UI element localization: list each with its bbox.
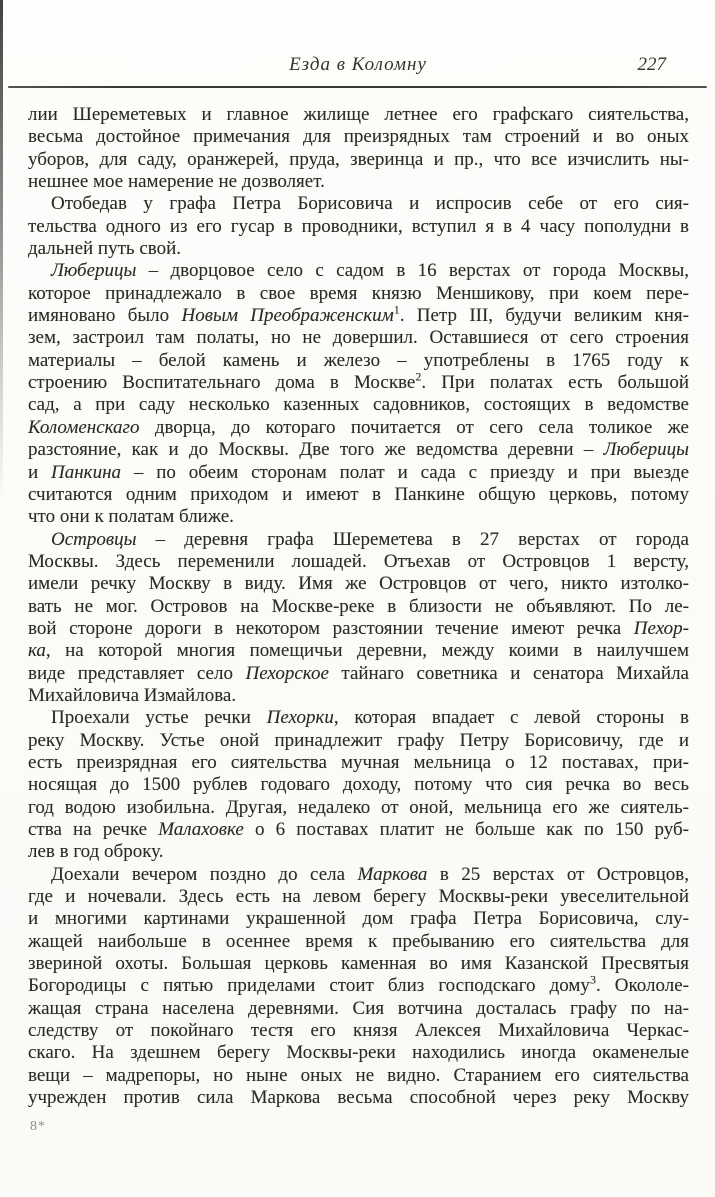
text-run: ства на речке bbox=[28, 819, 159, 840]
text-line bbox=[28, 573, 689, 595]
text-run: дальней путь свой. bbox=[28, 238, 182, 260]
italic-text-run: Пехорки bbox=[266, 707, 334, 729]
italic-text-run: Панкина bbox=[51, 461, 121, 483]
signature-mark: 8* bbox=[30, 1119, 46, 1134]
text-line bbox=[28, 618, 689, 640]
text-run: . При полатах есть большой bbox=[421, 372, 689, 394]
footnote-reference: 2 bbox=[415, 372, 422, 384]
text-run: виде представляет село bbox=[28, 662, 246, 684]
text-line bbox=[28, 640, 689, 662]
text-run: жащая страна населена деревнями. Сия вотчина досталась графу по на- bbox=[28, 997, 689, 1019]
text-line bbox=[28, 730, 689, 752]
running-header bbox=[28, 54, 688, 80]
text-run: скаго. На здешнем берегу Москвы-реки находились иногда окаменелые bbox=[28, 1042, 689, 1064]
text-run: сад, а при саду несколько казенных садовников, состоящих в ведомстве bbox=[28, 394, 689, 416]
text-line bbox=[28, 462, 689, 484]
text-run: строению Воспитательнаго дома в Москве bbox=[28, 372, 416, 394]
text-run: есть преизрядная его сиятельства мучная мельница о 12 поставах, при- bbox=[28, 751, 689, 773]
text-line bbox=[28, 529, 689, 551]
text-line bbox=[28, 439, 689, 461]
paragraph bbox=[28, 104, 689, 193]
italic-text-run: Люберицы bbox=[51, 260, 137, 282]
paragraph bbox=[28, 864, 689, 1110]
text-run: уборов, для саду, оранжерей, пруда, зверинца и пр., что все изчислить ны- bbox=[28, 148, 689, 170]
text-run: – по обеим сторонам полат и сада с приезду и при выезде bbox=[121, 461, 689, 483]
text-run: носящая до 1500 рублев годоваго доходу, потому что сия речка во весь bbox=[28, 774, 689, 796]
text-run: реку Москву. Устье оной принадлежит графу Петру Борисовичу, где и bbox=[28, 729, 689, 751]
text-line bbox=[28, 551, 689, 573]
text-line bbox=[28, 484, 689, 506]
text-line bbox=[28, 685, 689, 707]
text-run: Михайловича Измайлова. bbox=[28, 684, 237, 706]
text-run: , на которой многия помещичьи деревни, между коими в наилучшем bbox=[45, 640, 689, 662]
text-line bbox=[28, 1042, 689, 1064]
text-run: имели речку Москву в виду. Имя же Островцов от чего, никто изтолко- bbox=[28, 573, 689, 595]
text-line bbox=[28, 171, 689, 193]
text-run: учрежден против сила Маркова весьма способной через реку Москву bbox=[28, 1087, 689, 1109]
text-line bbox=[28, 953, 689, 975]
text-run: вой стороне дороги в некотором разстоянии течение имеют речка bbox=[28, 617, 634, 639]
text-line bbox=[28, 774, 689, 796]
text-run: Проехали устье речки bbox=[51, 707, 267, 729]
italic-text-run: Коломенскаго bbox=[28, 416, 140, 438]
text-run: и многими картинами украшенной дом графа Петра Борисовича, слу- bbox=[28, 908, 689, 930]
text-run: Отобедав у графа Петра Борисовича и испросив себе от его сия- bbox=[51, 193, 689, 215]
text-run: что они к полатам ближе. bbox=[28, 506, 234, 528]
text-run: звериной охоты. Большая церковь каменная во имя Казанской Пресвятыя bbox=[28, 953, 689, 975]
text-line bbox=[28, 864, 689, 886]
text-line bbox=[28, 372, 689, 394]
text-line bbox=[28, 931, 689, 953]
text-run: жащей наибольше в осеннее время к пребыванию его сиятельства для bbox=[28, 930, 689, 952]
text-run: тайнаго советника и сенатора Михайла bbox=[328, 662, 689, 684]
text-run: . Петр III, будучи великим кня- bbox=[399, 305, 689, 327]
text-line bbox=[28, 797, 689, 819]
text-run: дворца, до котораго почитается от сего села толикое же bbox=[139, 416, 689, 438]
scan-gutter-shadow bbox=[0, 0, 3, 500]
text-run: где и ночевали. Здесь есть на левом берегу Москвы-реки увеселительной bbox=[28, 886, 689, 908]
paragraph bbox=[28, 260, 689, 528]
text-run: – дворцовое село с садом в 16 верстах от города Москвы, bbox=[136, 260, 689, 282]
footnote-reference: 1 bbox=[393, 305, 400, 317]
italic-text-run: Новым Преображенским bbox=[181, 305, 394, 327]
text-run: Москвы. Здесь переменили лошадей. Отъехав от Островцов 1 версту, bbox=[28, 550, 689, 572]
text-line bbox=[28, 350, 689, 372]
text-run: которое принадлежало в свое время князю Меншикову, при коем пере- bbox=[28, 282, 689, 304]
text-line bbox=[28, 283, 689, 305]
text-line bbox=[28, 752, 689, 774]
text-run: лев в год оброку. bbox=[28, 841, 164, 863]
text-run: следству от покойнаго тестя его князя Алексея Михайловича Черкас- bbox=[28, 1020, 689, 1042]
text-line bbox=[28, 1087, 689, 1109]
italic-text-run: Малаховке bbox=[158, 819, 244, 840]
paragraph bbox=[28, 529, 689, 708]
text-line bbox=[28, 149, 689, 171]
text-run: Богородицы с пятью приделами стоит близ господскаго дому bbox=[28, 975, 590, 997]
italic-text-run: Островцы bbox=[51, 528, 137, 550]
text-line bbox=[28, 216, 689, 238]
text-line bbox=[28, 1065, 689, 1087]
text-line bbox=[28, 975, 689, 997]
text-line bbox=[28, 104, 689, 126]
text-run: зем, застроил там полаты, но не довершил. Оставшиеся от сего строения bbox=[28, 327, 689, 349]
text-line bbox=[28, 819, 689, 841]
text-run: лии Шереметевых и главное жилище летнее его графскаго сиятельства, bbox=[28, 104, 689, 125]
page-body bbox=[28, 104, 689, 1109]
paragraph bbox=[28, 707, 689, 863]
running-header-title: Езда в Коломну bbox=[289, 54, 427, 75]
text-line bbox=[28, 260, 689, 282]
text-run: имяновано было bbox=[28, 305, 182, 327]
text-line bbox=[28, 506, 689, 528]
text-line bbox=[28, 327, 689, 349]
text-run: Доехали вечером поздно до села bbox=[51, 863, 358, 885]
text-line bbox=[28, 908, 689, 930]
italic-text-run: Пехор- bbox=[633, 617, 689, 639]
text-line bbox=[28, 596, 689, 618]
text-line bbox=[28, 193, 689, 215]
text-line bbox=[28, 1020, 689, 1042]
header-rule bbox=[8, 86, 707, 88]
text-line bbox=[28, 417, 689, 439]
text-line bbox=[28, 886, 689, 908]
text-line bbox=[28, 394, 689, 416]
text-run: материалы – белой камень и железо – употреблены в 1765 году к bbox=[28, 349, 689, 371]
text-run: тельства одного из его гусар в проводники, вступил я в 4 часу пополудни в bbox=[28, 215, 689, 237]
text-run: разстояние, как и до Москвы. Две того же ведомства деревни – bbox=[28, 439, 604, 461]
text-run: вещи – мадрепоры, но ныне оных не видно. Старанием его сиятельства bbox=[28, 1064, 689, 1086]
text-run: и bbox=[28, 461, 52, 483]
text-run: вать не мог. Островов на Москве-реке в близости не объявляют. По ле- bbox=[28, 595, 689, 617]
text-run: , которая впадает с левой стороны в bbox=[333, 707, 689, 729]
text-run: . Окололе- bbox=[595, 975, 689, 997]
text-line bbox=[28, 305, 689, 327]
text-line bbox=[28, 663, 689, 685]
text-run: весьма достойное примечания для преизрядных там строений и во оных bbox=[28, 126, 689, 148]
page-number: 227 bbox=[637, 54, 666, 75]
text-line bbox=[28, 126, 689, 148]
italic-text-run: Пехорское bbox=[245, 662, 329, 684]
italic-text-run: Люберицы bbox=[603, 439, 689, 461]
text-run: год водою изобильна. Другая, недалеко от оной, мельница его же сиятель- bbox=[28, 796, 689, 818]
text-line bbox=[28, 841, 689, 863]
paragraph bbox=[28, 193, 689, 260]
text-run: о 6 поставах платит не больше как по 150 руб- bbox=[243, 819, 689, 840]
text-run: считаются одним приходом и имеют в Панкине общую церковь, потому bbox=[28, 483, 689, 505]
italic-text-run: Маркова bbox=[357, 863, 428, 885]
text-run: нешнее мое намерение не дозволяет. bbox=[28, 171, 325, 193]
text-run: – деревня графа Шереметева в 27 верстах от города bbox=[136, 528, 689, 550]
text-run: в 25 верстах от Островцов, bbox=[427, 863, 689, 885]
text-line bbox=[28, 998, 689, 1020]
footnote-reference: 3 bbox=[589, 975, 596, 988]
text-line bbox=[28, 707, 689, 729]
text-line bbox=[28, 238, 689, 260]
italic-text-run: ка bbox=[28, 640, 46, 662]
